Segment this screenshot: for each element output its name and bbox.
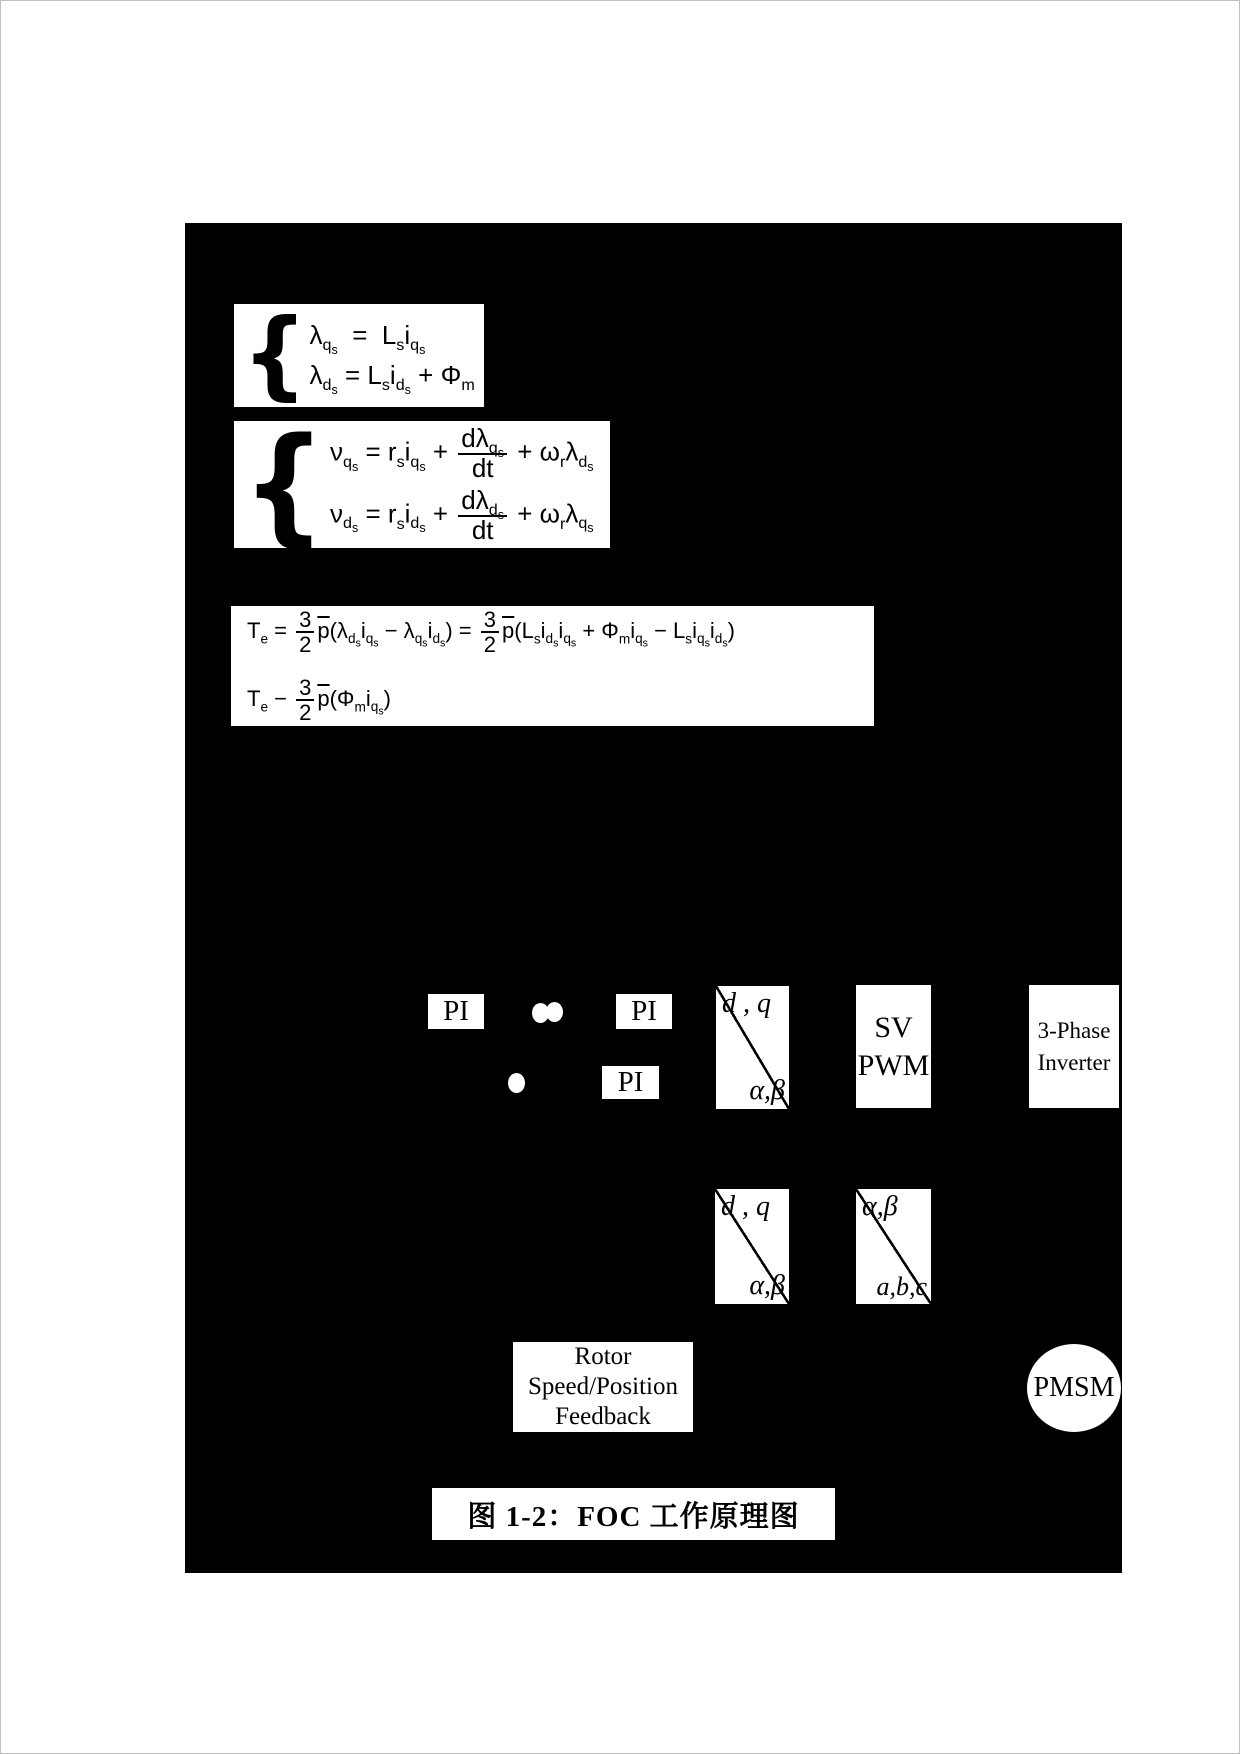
dq-to-alphabeta-block	[716, 986, 789, 1109]
pi-label: PI	[443, 995, 469, 1027]
torque-equation-full: $T_e$ = $\frac{3}{2}$ $\overline{p}(\lambda_{d_s}i_{q_s} - \lambda_{q_s}i_{d_s})$ = $\frac{3}{2}$ $\overline{p}(L_si_{d_s}i_{q_s} + \Phi_mi_{q_s} - L_si_{q_s}i_{d_s})$	[247, 606, 735, 657]
left-brace: {	[242, 409, 327, 559]
pi-controller-iq	[616, 994, 672, 1029]
pi-label: PI	[631, 995, 657, 1027]
torque-equation-lines	[231, 608, 874, 724]
sv-label: SV	[874, 1011, 913, 1044]
pi-controller-speed	[428, 994, 484, 1029]
left-brace: {	[242, 298, 308, 411]
rotor-label-line2: Speed/Position	[527, 1373, 678, 1400]
torque-equations-box	[231, 606, 874, 726]
alphabeta-to-abc-block	[856, 1189, 931, 1304]
alphabeta-label: α,β	[862, 1191, 898, 1222]
torque-equation-simplified: $T_e$ − $\frac{3}{2}$ $\overline{p}(\Phi_mi_{q_s})$	[247, 675, 391, 726]
flux-equation-lines	[309, 319, 485, 397]
dq-to-alphabeta-feedback-block	[715, 1189, 789, 1304]
dq-label: d , q	[722, 988, 771, 1019]
rotor-label-line3: Feedback	[555, 1403, 651, 1430]
abc-label: a,b,c	[876, 1272, 927, 1301]
flux-equation-q: $\lambda_{q_s} = L_si_{q_s}$	[309, 319, 426, 358]
inverter-label-line2: Inverter	[1037, 1049, 1111, 1075]
figure-caption	[432, 1488, 835, 1540]
summing-junction-iq	[546, 1002, 563, 1022]
pi-label: PI	[617, 1066, 644, 1098]
figure-canvas	[185, 223, 1122, 1573]
voltage-equations-box	[234, 409, 610, 559]
alphabeta-label: α,β	[749, 1270, 785, 1301]
pi-controller-id	[602, 1066, 659, 1099]
voltage-equation-q: $\nu_{q_s} = r_si_{q_s}$ + $\frac{d\lambda_{q_s}}{dt}$ + $\omega_r\lambda_{d_s}$	[330, 422, 594, 484]
flux-equations-box	[234, 298, 484, 411]
voltage-equation-lines	[330, 422, 610, 545]
pmsm-motor-circle	[1027, 1344, 1121, 1432]
alphabeta-label: α,β	[749, 1075, 785, 1106]
summing-junction-id	[508, 1073, 525, 1093]
flux-equation-d: $\lambda_{d_s} = L_si_{d_s} + \Phi_m$	[309, 359, 475, 397]
pwm-label: PWM	[857, 1048, 930, 1082]
voltage-equation-d: $\nu_{d_s} = r_si_{d_s}$ + $\frac{d\lambda_{d_s}}{dt}$ + $\omega_r\lambda_{q_s}$	[330, 484, 594, 545]
inverter-label-line1: 3-Phase	[1037, 1018, 1111, 1044]
sv-pwm-block	[856, 985, 931, 1108]
caption-text: 图 1-2：FOC 工作原理图	[467, 1500, 800, 1533]
pmsm-label: PMSM	[1033, 1372, 1115, 1403]
dq-label: d , q	[721, 1191, 770, 1222]
rotor-feedback-block	[513, 1342, 693, 1432]
three-phase-inverter-block	[1029, 985, 1119, 1108]
rotor-label-line1: Rotor	[574, 1343, 632, 1370]
